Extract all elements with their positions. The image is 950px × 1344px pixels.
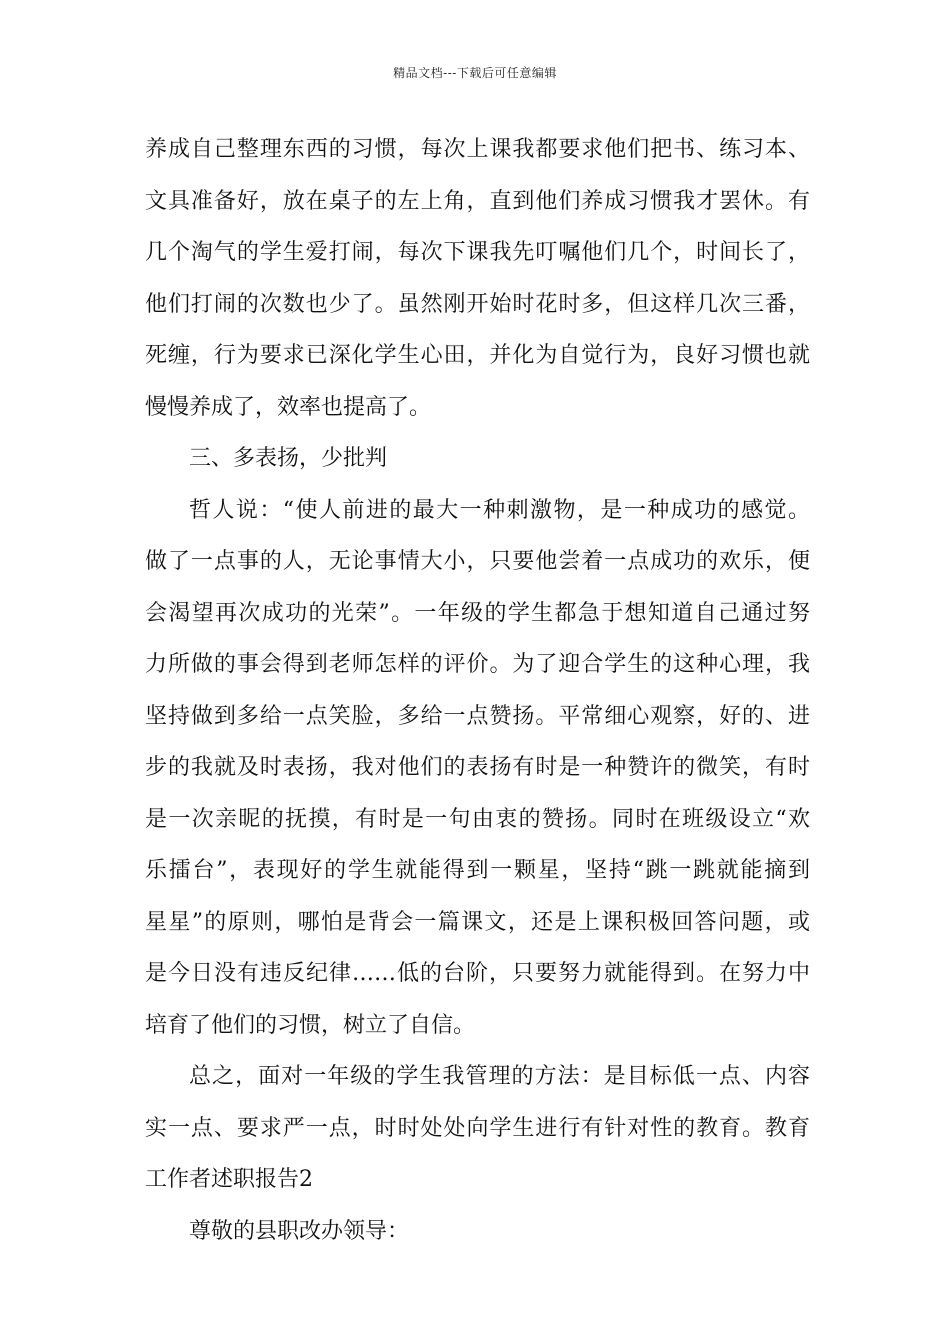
text-line: 总之，面对一年级的学生我管理的方法：是目标低一点、内容 [189,1064,810,1089]
text-line: 工作者述职报告2 [145,1167,313,1192]
text-line: 星星”的原则，哪怕是背会一篇课文，还是上课积极回答问题，或 [145,909,810,935]
text-line: 实一点、要求严一点，时时处处向学生进行有针对性的教育。教育 [145,1115,810,1141]
text-line: 文具准备好，放在桌子的左上角，直到他们养成习惯我才罢休。有 [145,188,810,214]
text-line: 培育了他们的习惯，树立了自信。 [145,1012,476,1038]
text-line: 力所做的事会得到老师怎样的评价。为了迎合学生的这种心理，我 [145,652,810,677]
text-line: 三、多表扬，少批判 [189,446,388,471]
text-line: 几个淘气的学生爱打闹，每次下课我先叮嘱他们几个，时间长了， [145,240,810,265]
page-header: 精品文档---下载后可任意编辑 [393,66,557,80]
text-line: 乐擂台”，表现好的学生就能得到一颗星，坚持“跳一跳就能摘到 [145,858,810,883]
text-line: 坚持做到多给一点笑脸，多给一点赞扬。平常细心观察，好的、进 [145,703,810,729]
text-line: 他们打闹的次数也少了。虽然刚开始时花时多，但这样几次三番， [145,291,810,317]
text-line: 尊敬的县职改办领导： [189,1218,410,1244]
text-line: 做了一点事的人，无论事情大小，只要他尝着一点成功的欢乐，便 [145,549,810,574]
text-line: 哲人说：“使人前进的最大一种刺激物，是一种成功的感觉。 [189,497,810,523]
text-line: 步的我就及时表扬，我对他们的表扬有时是一种赞许的微笑，有时 [145,755,810,780]
text-line: 死缠，行为要求已深化学生心田，并化为自觉行为，良好习惯也就 [145,343,810,368]
body-text [145,124,810,1257]
text-line: 慢慢养成了，效率也提高了。 [145,394,432,420]
text-line: 是一次亲昵的抚摸，有时是一句由衷的赞扬。同时在班级设立“欢 [145,806,810,832]
text-line: 会渴望再次成功的光荣”。一年级的学生都急于想知道自己通过努 [145,600,810,626]
text-line: 是今日没有违反纪律……低的台阶，只要努力就能得到。在努力中 [145,961,810,986]
text-line: 养成自己整理东西的习惯，每次上课我都要求他们把书、练习本、 [145,137,810,162]
